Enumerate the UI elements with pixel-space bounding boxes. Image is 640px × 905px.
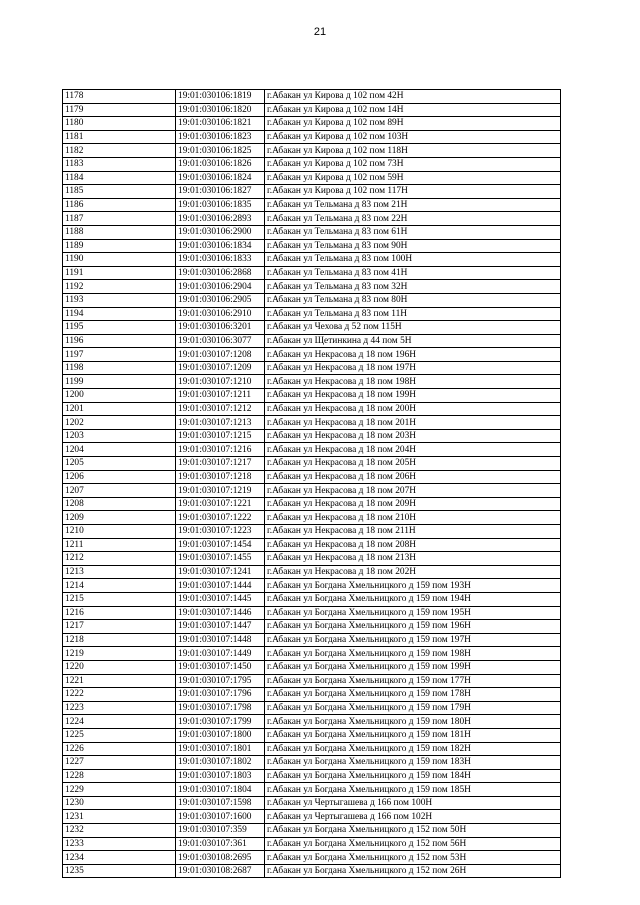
cadastral-number-cell: 19:01:030106:3077 <box>176 334 265 348</box>
row-number-cell: 1193 <box>63 293 176 307</box>
address-cell: г.Абакан ул Тельмана д 83 пом 11Н <box>265 307 561 321</box>
cadastral-number-cell: 19:01:030107:1598 <box>176 796 265 810</box>
table-row <box>63 715 561 729</box>
row-number-cell: 1223 <box>63 701 176 715</box>
cadastral-number-cell: 19:01:030106:1821 <box>176 117 265 131</box>
row-number-cell: 1187 <box>63 212 176 226</box>
table-row <box>63 864 561 878</box>
row-number-cell: 1232 <box>63 824 176 838</box>
address-cell: г.Абакан ул Некрасова д 18 пом 196Н <box>265 348 561 362</box>
table-row <box>63 484 561 498</box>
address-cell: г.Абакан ул Некрасова д 18 пом 199Н <box>265 389 561 403</box>
cadastral-number-cell: 19:01:030106:2905 <box>176 293 265 307</box>
table-row <box>63 742 561 756</box>
row-number-cell: 1189 <box>63 239 176 253</box>
address-cell: г.Абакан ул Богдана Хмельницкого д 159 пом 198Н <box>265 647 561 661</box>
cadastral-number-cell: 19:01:030107:1448 <box>176 633 265 647</box>
address-cell: г.Абакан ул Некрасова д 18 пом 198Н <box>265 375 561 389</box>
row-number-cell: 1228 <box>63 769 176 783</box>
table-row <box>63 429 561 443</box>
row-number-cell: 1191 <box>63 266 176 280</box>
address-cell: г.Абакан ул Кирова д 102 пом 118Н <box>265 144 561 158</box>
address-cell: г.Абакан ул Некрасова д 18 пом 211Н <box>265 525 561 539</box>
table-row <box>63 90 561 104</box>
cadastral-number-cell: 19:01:030107:1219 <box>176 484 265 498</box>
address-cell: г.Абакан ул Тельмана д 83 пом 22Н <box>265 212 561 226</box>
row-number-cell: 1207 <box>63 484 176 498</box>
address-cell: г.Абакан ул Некрасова д 18 пом 197Н <box>265 361 561 375</box>
row-number-cell: 1213 <box>63 565 176 579</box>
cadastral-number-cell: 19:01:030106:1825 <box>176 144 265 158</box>
address-cell: г.Абакан ул Богдана Хмельницкого д 159 пом 199Н <box>265 660 561 674</box>
row-number-cell: 1185 <box>63 185 176 199</box>
address-cell: г.Абакан ул Тельмана д 83 пом 61Н <box>265 225 561 239</box>
table-row <box>63 239 561 253</box>
table-row <box>63 157 561 171</box>
table-row <box>63 769 561 783</box>
address-cell: г.Абакан ул Богдана Хмельницкого д 152 пом 50Н <box>265 824 561 838</box>
cadastral-number-cell: 19:01:030107:1450 <box>176 660 265 674</box>
cadastral-number-cell: 19:01:030107:1447 <box>176 620 265 634</box>
row-number-cell: 1208 <box>63 497 176 511</box>
table-body <box>63 90 561 878</box>
address-cell: г.Абакан ул Кирова д 102 пом 59Н <box>265 171 561 185</box>
cadastral-number-cell: 19:01:030107:1801 <box>176 742 265 756</box>
cadastral-number-cell: 19:01:030107:1444 <box>176 579 265 593</box>
cadastral-number-cell: 19:01:030107:1803 <box>176 769 265 783</box>
cadastral-number-cell: 19:01:030107:1208 <box>176 348 265 362</box>
row-number-cell: 1210 <box>63 525 176 539</box>
cadastral-number-cell: 19:01:030107:1213 <box>176 416 265 430</box>
table-row <box>63 783 561 797</box>
table-row <box>63 185 561 199</box>
row-number-cell: 1230 <box>63 796 176 810</box>
table-row <box>63 497 561 511</box>
cadastral-number-cell: 19:01:030106:2900 <box>176 225 265 239</box>
address-cell: г.Абакан ул Богдана Хмельницкого д 152 пом 53Н <box>265 851 561 865</box>
row-number-cell: 1224 <box>63 715 176 729</box>
row-number-cell: 1198 <box>63 361 176 375</box>
address-cell: г.Абакан ул Богдана Хмельницкого д 159 пом 179Н <box>265 701 561 715</box>
cadastral-number-cell: 19:01:030106:2904 <box>176 280 265 294</box>
cadastral-number-cell: 19:01:030107:1796 <box>176 688 265 702</box>
address-cell: г.Абакан ул Некрасова д 18 пом 210Н <box>265 511 561 525</box>
row-number-cell: 1183 <box>63 157 176 171</box>
row-number-cell: 1204 <box>63 443 176 457</box>
cadastral-number-cell: 19:01:030106:1824 <box>176 171 265 185</box>
cadastral-number-cell: 19:01:030106:3201 <box>176 321 265 335</box>
address-cell: г.Абакан ул Богдана Хмельницкого д 159 пом 178Н <box>265 688 561 702</box>
cadastral-number-cell: 19:01:030107:1211 <box>176 389 265 403</box>
cadastral-number-cell: 19:01:030107:1600 <box>176 810 265 824</box>
row-number-cell: 1226 <box>63 742 176 756</box>
row-number-cell: 1180 <box>63 117 176 131</box>
table-row <box>63 348 561 362</box>
table-row <box>63 225 561 239</box>
cadastral-number-cell: 19:01:030107:1210 <box>176 375 265 389</box>
table-row <box>63 144 561 158</box>
table-row <box>63 837 561 851</box>
row-number-cell: 1235 <box>63 864 176 878</box>
table-row <box>63 620 561 634</box>
address-cell: г.Абакан ул Богдана Хмельницкого д 159 пом 184Н <box>265 769 561 783</box>
row-number-cell: 1231 <box>63 810 176 824</box>
address-cell: г.Абакан ул Чертыгашева д 166 пом 100Н <box>265 796 561 810</box>
row-number-cell: 1219 <box>63 647 176 661</box>
cadastral-number-cell: 19:01:030107:1455 <box>176 552 265 566</box>
cadastral-number-cell: 19:01:030107:1212 <box>176 402 265 416</box>
table-row <box>63 443 561 457</box>
cadastral-number-cell: 19:01:030106:2868 <box>176 266 265 280</box>
table-row <box>63 511 561 525</box>
cadastral-number-cell: 19:01:030106:1833 <box>176 253 265 267</box>
row-number-cell: 1221 <box>63 674 176 688</box>
cadastral-number-cell: 19:01:030106:1834 <box>176 239 265 253</box>
row-number-cell: 1206 <box>63 470 176 484</box>
address-cell: г.Абакан ул Кирова д 102 пом 14Н <box>265 103 561 117</box>
row-number-cell: 1188 <box>63 225 176 239</box>
address-cell: г.Абакан ул Тельмана д 83 пом 21Н <box>265 198 561 212</box>
table-row <box>63 688 561 702</box>
cadastral-number-cell: 19:01:030107:359 <box>176 824 265 838</box>
row-number-cell: 1202 <box>63 416 176 430</box>
cadastral-number-cell: 19:01:030106:2893 <box>176 212 265 226</box>
row-number-cell: 1203 <box>63 429 176 443</box>
address-cell: г.Абакан ул Чехова д 52 пом 115Н <box>265 321 561 335</box>
cadastral-number-cell: 19:01:030107:1218 <box>176 470 265 484</box>
address-cell: г.Абакан ул Тельмана д 83 пом 32Н <box>265 280 561 294</box>
address-cell: г.Абакан ул Тельмана д 83 пом 90Н <box>265 239 561 253</box>
row-number-cell: 1225 <box>63 728 176 742</box>
table-row <box>63 552 561 566</box>
cadastral-number-cell: 19:01:030107:1241 <box>176 565 265 579</box>
cadastral-number-cell: 19:01:030107:1799 <box>176 715 265 729</box>
address-cell: г.Абакан ул Богдана Хмельницкого д 159 пом 194Н <box>265 592 561 606</box>
address-cell: г.Абакан ул Некрасова д 18 пом 208Н <box>265 538 561 552</box>
address-cell: г.Абакан ул Богдана Хмельницкого д 159 пом 193Н <box>265 579 561 593</box>
table-row <box>63 592 561 606</box>
table-row <box>63 647 561 661</box>
cadastral-number-cell: 19:01:030106:1819 <box>176 90 265 104</box>
address-cell: г.Абакан ул Чертыгашева д 166 пом 102Н <box>265 810 561 824</box>
row-number-cell: 1199 <box>63 375 176 389</box>
address-cell: г.Абакан ул Богдана Хмельницкого д 159 пом 185Н <box>265 783 561 797</box>
row-number-cell: 1209 <box>63 511 176 525</box>
address-cell: г.Абакан ул Богдана Хмельницкого д 159 пом 197Н <box>265 633 561 647</box>
page-number: 21 <box>313 26 327 38</box>
address-cell: г.Абакан ул Тельмана д 83 пом 80Н <box>265 293 561 307</box>
row-number-cell: 1211 <box>63 538 176 552</box>
address-cell: г.Абакан ул Богдана Хмельницкого д 159 пом 183Н <box>265 756 561 770</box>
cadastral-number-cell: 19:01:030107:1804 <box>176 783 265 797</box>
row-number-cell: 1201 <box>63 402 176 416</box>
table-row <box>63 756 561 770</box>
table-row <box>63 470 561 484</box>
row-number-cell: 1194 <box>63 307 176 321</box>
table-row <box>63 851 561 865</box>
table-row <box>63 579 561 593</box>
cadastral-number-cell: 19:01:030106:1826 <box>176 157 265 171</box>
row-number-cell: 1178 <box>63 90 176 104</box>
table-row <box>63 824 561 838</box>
address-cell: г.Абакан ул Кирова д 102 пом 117Н <box>265 185 561 199</box>
address-cell: г.Абакан ул Богдана Хмельницкого д 159 пом 180Н <box>265 715 561 729</box>
table-row <box>63 633 561 647</box>
row-number-cell: 1197 <box>63 348 176 362</box>
cadastral-number-cell: 19:01:030107:1798 <box>176 701 265 715</box>
row-number-cell: 1214 <box>63 579 176 593</box>
table-row <box>63 212 561 226</box>
address-cell: г.Абакан ул Тельмана д 83 пом 41Н <box>265 266 561 280</box>
row-number-cell: 1216 <box>63 606 176 620</box>
address-cell: г.Абакан ул Некрасова д 18 пом 213Н <box>265 552 561 566</box>
table-row <box>63 171 561 185</box>
address-cell: г.Абакан ул Кирова д 102 пом 103Н <box>265 130 561 144</box>
row-number-cell: 1227 <box>63 756 176 770</box>
row-number-cell: 1220 <box>63 660 176 674</box>
table-row <box>63 361 561 375</box>
table-row <box>63 565 561 579</box>
table-row <box>63 321 561 335</box>
row-number-cell: 1195 <box>63 321 176 335</box>
cadastral-number-cell: 19:01:030108:2695 <box>176 851 265 865</box>
cadastral-number-cell: 19:01:030107:1216 <box>176 443 265 457</box>
row-number-cell: 1200 <box>63 389 176 403</box>
cadastral-number-cell: 19:01:030107:1795 <box>176 674 265 688</box>
address-cell: г.Абакан ул Кирова д 102 пом 42Н <box>265 90 561 104</box>
row-number-cell: 1218 <box>63 633 176 647</box>
table-row <box>63 307 561 321</box>
row-number-cell: 1181 <box>63 130 176 144</box>
table-row <box>63 701 561 715</box>
table-row <box>63 334 561 348</box>
cadastral-number-cell: 19:01:030106:1827 <box>176 185 265 199</box>
table-row <box>63 810 561 824</box>
cadastral-number-cell: 19:01:030107:1445 <box>176 592 265 606</box>
cadastral-number-cell: 19:01:030107:1221 <box>176 497 265 511</box>
cadastral-number-cell: 19:01:030107:1802 <box>176 756 265 770</box>
cadastral-number-cell: 19:01:030107:1217 <box>176 457 265 471</box>
cadastral-number-cell: 19:01:030106:2910 <box>176 307 265 321</box>
cadastral-number-cell: 19:01:030106:1823 <box>176 130 265 144</box>
cadastral-number-cell: 19:01:030107:1209 <box>176 361 265 375</box>
table-row <box>63 103 561 117</box>
row-number-cell: 1184 <box>63 171 176 185</box>
table-row <box>63 266 561 280</box>
table-row <box>63 538 561 552</box>
table-row <box>63 525 561 539</box>
address-cell: г.Абакан ул Тельмана д 83 пом 100Н <box>265 253 561 267</box>
cadastral-number-cell: 19:01:030106:1835 <box>176 198 265 212</box>
table-row <box>63 457 561 471</box>
cadastral-number-cell: 19:01:030107:1223 <box>176 525 265 539</box>
row-number-cell: 1192 <box>63 280 176 294</box>
address-cell: г.Абакан ул Некрасова д 18 пом 207Н <box>265 484 561 498</box>
table-row <box>63 402 561 416</box>
cadastral-number-cell: 19:01:030108:2687 <box>176 864 265 878</box>
cadastral-number-cell: 19:01:030107:1800 <box>176 728 265 742</box>
row-number-cell: 1234 <box>63 851 176 865</box>
cadastral-number-cell: 19:01:030107:1222 <box>176 511 265 525</box>
cadastral-number-cell: 19:01:030107:1446 <box>176 606 265 620</box>
table-row <box>63 198 561 212</box>
row-number-cell: 1190 <box>63 253 176 267</box>
cadastral-number-cell: 19:01:030107:1454 <box>176 538 265 552</box>
table-row <box>63 375 561 389</box>
cadastral-number-cell: 19:01:030107:1449 <box>176 647 265 661</box>
address-cell: г.Абакан ул Некрасова д 18 пом 206Н <box>265 470 561 484</box>
table-row <box>63 660 561 674</box>
row-number-cell: 1182 <box>63 144 176 158</box>
row-number-cell: 1215 <box>63 592 176 606</box>
table-row <box>63 416 561 430</box>
cadastral-number-cell: 19:01:030107:1215 <box>176 429 265 443</box>
table-row <box>63 389 561 403</box>
row-number-cell: 1222 <box>63 688 176 702</box>
row-number-cell: 1186 <box>63 198 176 212</box>
table-row <box>63 796 561 810</box>
row-number-cell: 1229 <box>63 783 176 797</box>
row-number-cell: 1217 <box>63 620 176 634</box>
table-row <box>63 606 561 620</box>
address-cell: г.Абакан ул Богдана Хмельницкого д 159 пом 177Н <box>265 674 561 688</box>
cadastral-number-cell: 19:01:030106:1820 <box>176 103 265 117</box>
address-cell: г.Абакан ул Богдана Хмельницкого д 159 пом 181Н <box>265 728 561 742</box>
table-row <box>63 728 561 742</box>
table-row <box>63 130 561 144</box>
address-cell: г.Абакан ул Некрасова д 18 пом 209Н <box>265 497 561 511</box>
table-row <box>63 280 561 294</box>
table-row <box>63 117 561 131</box>
address-cell: г.Абакан ул Богдана Хмельницкого д 159 пом 182Н <box>265 742 561 756</box>
address-cell: г.Абакан ул Кирова д 102 пом 89Н <box>265 117 561 131</box>
table-row <box>63 253 561 267</box>
row-number-cell: 1212 <box>63 552 176 566</box>
row-number-cell: 1205 <box>63 457 176 471</box>
address-cell: г.Абакан ул Богдана Хмельницкого д 152 пом 56Н <box>265 837 561 851</box>
address-cell: г.Абакан ул Богдана Хмельницкого д 159 пом 196Н <box>265 620 561 634</box>
table-row <box>63 293 561 307</box>
address-cell: г.Абакан ул Некрасова д 18 пом 200Н <box>265 402 561 416</box>
address-cell: г.Абакан ул Некрасова д 18 пом 203Н <box>265 429 561 443</box>
table-row <box>63 674 561 688</box>
property-register-table <box>62 89 561 878</box>
row-number-cell: 1196 <box>63 334 176 348</box>
address-cell: г.Абакан ул Некрасова д 18 пом 202Н <box>265 565 561 579</box>
address-cell: г.Абакан ул Кирова д 102 пом 73Н <box>265 157 561 171</box>
row-number-cell: 1179 <box>63 103 176 117</box>
address-cell: г.Абакан ул Богдана Хмельницкого д 152 пом 26Н <box>265 864 561 878</box>
address-cell: г.Абакан ул Некрасова д 18 пом 201Н <box>265 416 561 430</box>
address-cell: г.Абакан ул Некрасова д 18 пом 205Н <box>265 457 561 471</box>
address-cell: г.Абакан ул Щетинкина д 44 пом 5Н <box>265 334 561 348</box>
cadastral-number-cell: 19:01:030107:361 <box>176 837 265 851</box>
address-cell: г.Абакан ул Богдана Хмельницкого д 159 пом 195Н <box>265 606 561 620</box>
row-number-cell: 1233 <box>63 837 176 851</box>
address-cell: г.Абакан ул Некрасова д 18 пом 204Н <box>265 443 561 457</box>
